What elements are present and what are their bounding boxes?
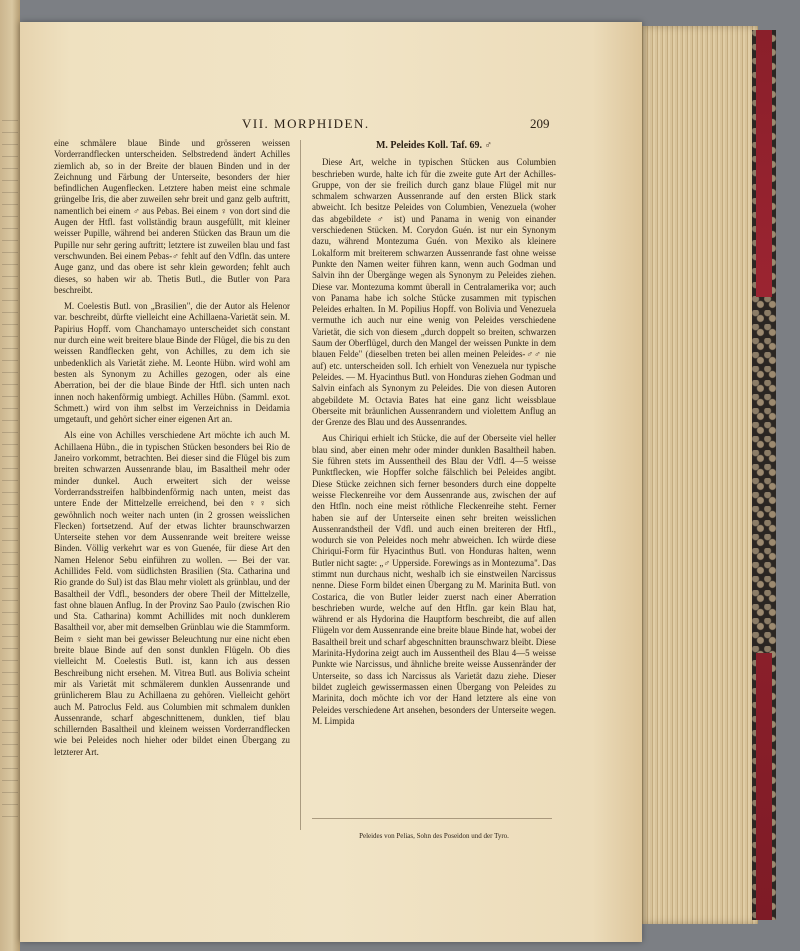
paragraph: Aus Chiriqui erhielt ich Stücke, die auf der Oberseite viel heller blau sind, aber einen mehr oder minder dunklen Basaltheil haben. Sie führen stets im Aussentheil des Blau der Vdfl. 4—5 weisse Punktflecken, wie Hopffer solche fälschlich bei Peleides angibt. Diese Stücke zeichnen sich ferner besonders durch eine doppelte weisse Fleckenreihe vor dem Aussenrande aus, zwischen der auf den Htfln. noch eine meist röthliche Fleckenreihe steht. Ferner haben sie auf der Unterseite einen sehr breiten weisslichen Aussenrandstheil der Vdfl. und auch einen breiteren der Htfl., wodurch sie von Peleides noch mehr abweichen. Ich würde diese Chiriqui-Form für Hyacinthus Butl. von Honduras halten, wenn Butler nicht sagte: „♂ Upperside. Forewings as in Montezuma". Das stimmt nun durchaus nicht, weshalb ich sie einstweilen Narcissus nenne. Diese Form bildet einen Übergang zu M. Marinita Butl. von Costarica, die von Butler leider zuerst nach einer Aberration beschrieben wurde, welche auf den Htfln. gar kein Blau hat, während er als Hydorina die Hauptform beschreibt, die auf allen Flügeln vor dem Aussenrande eine breite blaue Binde hat, wobei der Basaltheil breit und scharf abgeschnitten braunschwarz bleibt. Diese Marinita-Hydorina zeigt auch im Aussentheil des Blau 4—5 weisse Punkte wie Narcissus, und ähnliche breite weisse Aussenränder der Unterseite, so dass ich Narcissus als Varietät dazu ziehe. Dieser bildet zugleich gewissermassen einen Übergang von Peleides zu Marinita, doch möchte ich vor der Hand letztere als eine von Peleides verschiedene Art ansehen, besonders der Unterseite wegen. M. Limpida — [312, 433, 556, 726]
left-text-column — [54, 138, 290, 763]
book-spine-red-edge — [756, 30, 772, 920]
section-heading: M. Peleides Koll. Taf. 69. ♂ — [375, 140, 493, 151]
paragraph: Diese Art, welche in typischen Stücken aus Columbien beschrieben wurde, halte ich für die zweite gute Art der Achilles-Gruppe, von der sie freilich durch ganz blaue Flügel mit nur schmalem schwarzen Aussenrande auf den ersten Blick stark abweicht. Ich besitze Peleides von Columbien, Venezuela (woher das abgebildete ♂ ist) und Panama in wenig von einander verschiedenen Stücken. M. Corydon Guén. ist nur ein Synonym dazu, während Montezuma Guén. von Mexiko als kleinere Lokalform mit breiterem schwarzen Aussenrande fast ohne weisse Punkte den Namen weiter führen kann, wenn auch Godman und Salvin ihn der Übergänge wegen als Synonym zu Peleides ziehen. Diese var. Montezuma kommt überall in Centralamerika vor; auch von Panama habe ich solche Stücke zusammen mit typischen Peleides erhalten. In M. Popilius Hopff. von Bolivia und Venezuela vermuthe ich auch nur eine wenig von Peleides verschiedene Varietät, die sich von diesem „durch doppelt so breiten, schwarzen Saum der Oberflügel, durch den Mangel der weissen Punkte in dem blauen Felde" (dieselben treten bei allen meinen Peleides-♂♂ nie auf) etc. unterscheiden soll. Ich erhielt von Venezuela nur typische Peleides. — M. Hyacinthus Butl. von Honduras ziehen Godman und Salvin einfach als Synonym zu Peleides. Die von diesen Autoren abgebildete M. Octavia Bates hat eine ganz licht weissblaue Oberseite mit bräunlichen Aussenrandern und violettem Anflug an der Grenze des Blau und des Aussenrandes. — [312, 157, 556, 428]
paragraph: eine schmälere blaue Binde und grösseren weissen Vorderrandflecken unterscheiden. Selbstredend ändert Achilles ziemlich ab, so in der Breite der blauen Binden und in der Zeichnung und Färbung der Unterseite, besonders der hier befindlichen Augenflecken. Letztere haben meist eine schmale grüngelbe Iris, die aber zuweilen sehr breit und ganz gelb auftritt, namentlich bei einem ♂ aus Pebas. Bei einem ♀ von dort sind die Augen der Htfl. fast vollständig braun ausgefüllt, mit kleiner weisser Pupille, während bei anderen Stücken das Braun um die Pupille nur sehr gering auftritt; letztere ist zuweilen blau und fast verschwunden. Bei einem Pebas-♂ fehlt auf den Vdfln. das untere Auge ganz, und das obere ist sehr klein geworden; fehlt auch dieses, so haben wir ab. Thetis Butl., die Butler von Para beschreibt. — [54, 138, 290, 295]
paragraph: M. Coelestis Butl. von „Brasilien", die der Autor als Helenor var. beschreibt, dürfte vielleicht eine Achillaena-Varietät sein. M. Papirius Hopff. vom Chanchamayo unterscheidet sich constant nur durch eine weit breitere blaue Binde der Flügel, die bis zu den weissen Randflecken geht, von Achilles, zu dem ich sie unbedenklich als Varietät ziehe. M. Leonte Hübn. wird wohl am besten als Synonym zu Achilles gezogen, oder als eine Aberration, bei der die blaue Binde der Htfl. sich unten nach innen noch hakenförmig umbiegt. Achilles Hübn. (Samml. exot. Schmett.) wird von ihm selbst im Verzeichniss in Deidamia umgetauft, und gehört sicher einer eigenen Art an. — [54, 301, 290, 425]
paragraph: Als eine von Achilles verschiedene Art möchte ich auch M. Achillaena Hübn., die in typischen Stücken besonders bei Rio de Janeiro vorkommt, betrachten. Bei dieser sind die Flügel bis zum breiten schwarzen Aussenrande blau, im Basaltheil mehr oder minder dunkel. Auch erweitert sich der weisse Vorderrandsstreifen halbbindenförmig nach unten, meist das untere Ende der Mittelzelle erreichend, bei den ♀♀ sich gewöhnlich noch weiter nach unten (in 2 grossen weisslichen Flecken) fortsetzend. Auf der etwas lichter braunschwarzen Unterseite stehen vor dem Aussenrande weit breitere weisse Binden. Völlig verkehrt war es von Guenée, für diese Art den Namen Helenor Sebu einführen zu wollen. — Bei der var. Achillides Feld. vom südlichsten Brasilien (Sta. Catharina und Rio grande do Sul) ist das Blau mehr violett als grünblau, und der Basaltheil der Vdfl., besonders der obere Theil der Mittelzelle, fast ohne blauen Anflug. In der Provinz Sao Paulo (zwischen Rio und Sta. Catharina) kommt Achillides mit noch dunklerem Basaltheil vor, aber mit demselben Grünblau wie die Stammform. Beim ♀ sieht man bei gewisser Beleuchtung nur eine nicht eben breite blaue Binde auf den sonst dunklen Flügeln. Ob dies vielleicht M. Coelestis Butl. ist, kann ich aus dessen Beschreibung nicht ersehen. M. Vitrea Butl. aus Bolivia scheint mir als Varietät mit schmälerem dunklen Aussenrande und grünlicherem Blau zu Achillaena zu gehören. Vielleicht gehört auch M. Patroclus Feld. aus Columbien mit schmalem dunklen Aussenrande, scharf abgeschnittenem, dunklen, tief blau schillernden Basaltheil und kleinem weissen Vorderrandflecken wie bei Peleides noch hieher oder bildet einen Übergang zu letzterer Art. — [54, 430, 290, 757]
footnote-rule — [312, 818, 552, 819]
column-divider — [300, 140, 301, 830]
adjacent-page-edge — [0, 0, 20, 951]
page-edge-stack — [640, 26, 758, 924]
page-header — [20, 116, 620, 136]
right-text-column — [312, 138, 556, 732]
page-number: 209 — [530, 116, 550, 131]
adjacent-page-text-fragment — [2, 120, 18, 820]
footnote: Peleides von Pelias, Sohn des Poseidon und der Tyro. — [359, 832, 509, 840]
running-head: VII. MORPHIDEN. — [242, 116, 370, 131]
